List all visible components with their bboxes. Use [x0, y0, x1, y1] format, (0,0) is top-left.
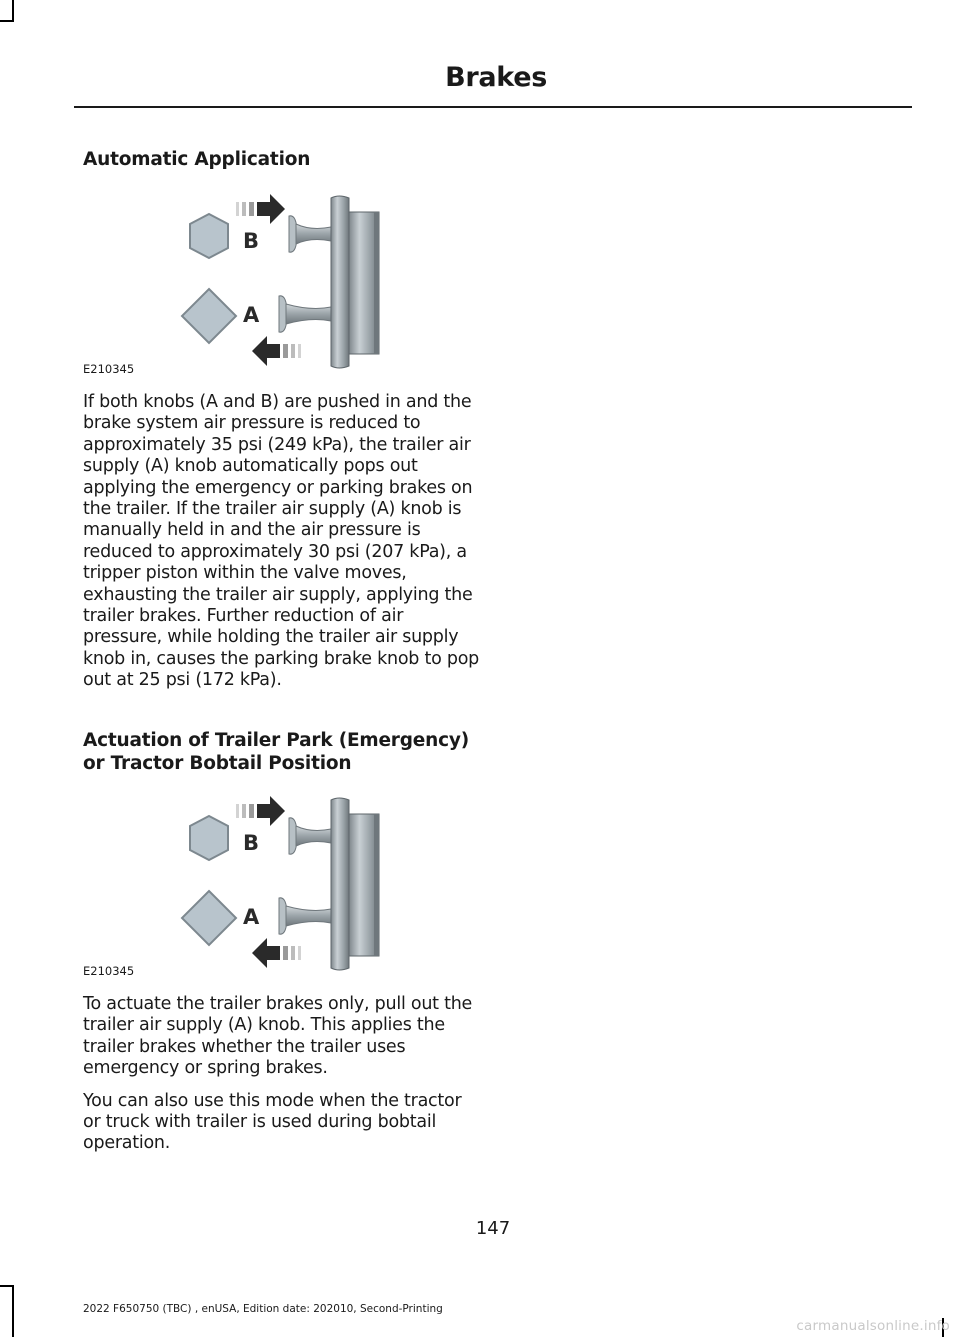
page-number: 147 — [475, 1218, 511, 1239]
figure-code: E210345 — [83, 964, 135, 978]
figure-code: E210345 — [83, 362, 135, 376]
knob-b-stem — [289, 216, 331, 252]
diamond-knob-icon — [182, 289, 236, 343]
watermark: carmanualsonline.info — [796, 1318, 950, 1334]
label-b: B — [243, 229, 260, 253]
paragraph: If both knobs (A and B) are pushed in and the brake system air pressure is reduced to approximately 35 psi (249 kPa), the trailer air supply (A) knob automatically pops out applying the emergency or parking brakes on the trailer. If the trailer air supply (A) knob is manually held in and the air pressure is reduced to approximately 30 psi (207 kPa), a tripper piston within the valve moves, exhausting the trailer air supply, applying the trailer brakes. Further reduction of air pressure, while holding the trailer air supply knob in, causes the parking brake knob to pop out at 25 psi (172 kPa). — [83, 392, 480, 691]
brake-valve-illustration — [83, 186, 393, 376]
edition-footer: 2022 F650750 (TBC) , enUSA, Edition date: 202010, Second-Printing — [83, 1303, 443, 1315]
hexagon-knob-icon — [190, 214, 228, 258]
figure-brake-knobs — [83, 788, 393, 978]
crop-mark-bottom-left — [0, 1285, 14, 1287]
label-a: A — [243, 303, 260, 327]
section-body — [83, 994, 483, 1155]
diamond-knob-icon — [182, 891, 236, 945]
hexagon-knob-icon — [190, 816, 228, 860]
section-body — [83, 392, 483, 692]
valve-body — [331, 798, 379, 970]
arrow-right-icon — [236, 796, 285, 826]
section-heading — [83, 729, 483, 775]
arrow-left-icon — [252, 336, 301, 366]
crop-mark-bottom-left — [12, 1285, 14, 1337]
figure-brake-knobs — [83, 186, 393, 376]
section-heading — [83, 148, 483, 171]
heading-trailer-park: Actuation of Trailer Park (Emergency) or Tractor Bobtail Position — [83, 730, 469, 774]
header-divider — [74, 106, 912, 108]
section-title: Brakes — [445, 62, 547, 93]
knob-a-stem — [279, 296, 331, 332]
knob-b-stem — [289, 818, 331, 854]
crop-mark-top-left — [0, 20, 14, 22]
arrow-right-icon — [236, 194, 285, 224]
heading-automatic-application: Automatic Application — [83, 149, 311, 170]
brake-valve-illustration — [83, 788, 393, 978]
paragraph: To actuate the trailer brakes only, pull out the trailer air supply (A) knob. This applies the trailer brakes whether the trailer uses emergency or spring brakes. — [83, 994, 473, 1079]
arrow-left-icon — [252, 938, 301, 968]
valve-body — [331, 196, 379, 368]
paragraph: You can also use this mode when the tractor or truck with trailer is used during bobtail operation. — [83, 1090, 462, 1154]
label-b: B — [243, 831, 260, 855]
label-a: A — [243, 905, 260, 929]
knob-a-stem — [279, 898, 331, 934]
crop-mark-top-left — [12, 0, 14, 22]
